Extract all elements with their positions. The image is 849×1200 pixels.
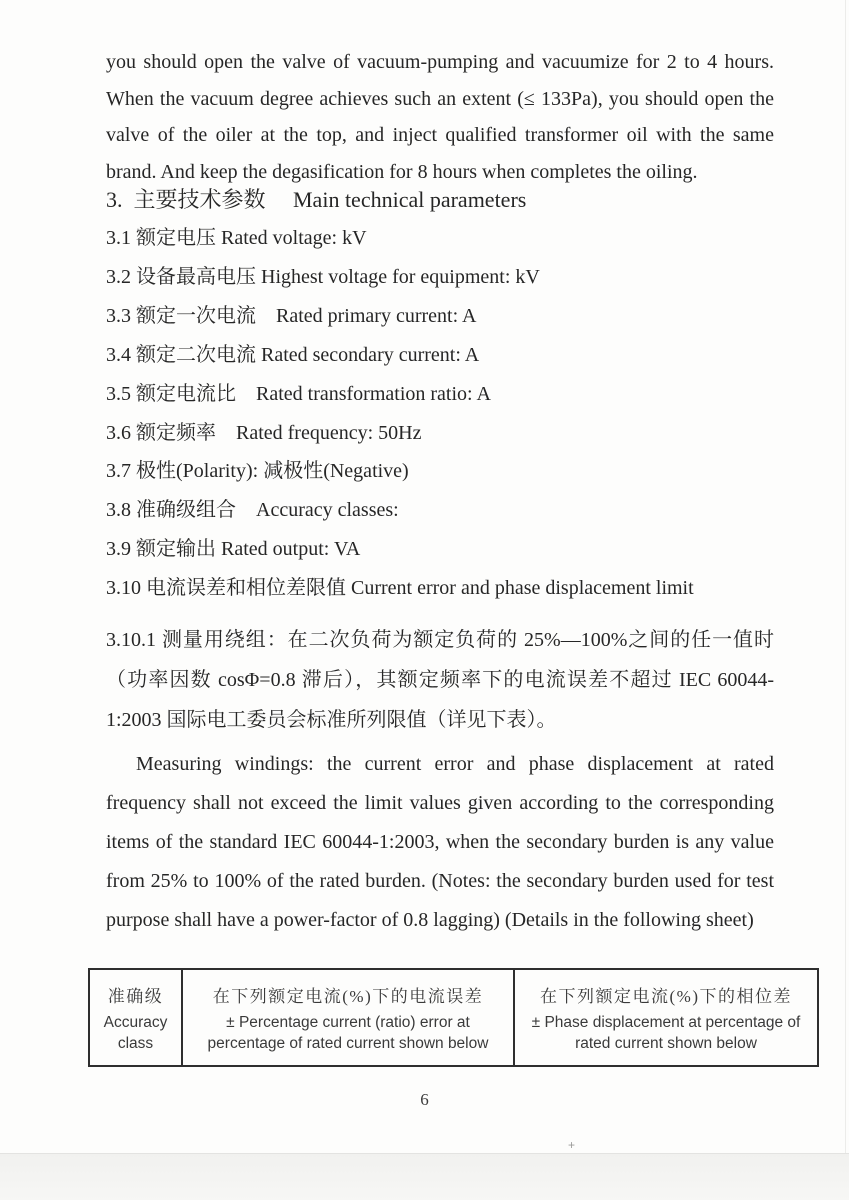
page-number: 6 [420,1090,429,1109]
header-phase-displacement [514,969,818,1066]
parameter-item-3-2: 3.2 设备最高电压 Highest voltage for equipment: kV [106,265,540,288]
section-heading: 3. 主要技术参数 Main technical parameters [106,187,527,212]
header-current-error-zh: 在下列额定电流(%)下的电流误差 [212,986,484,1006]
registration-mark: + [568,1138,576,1152]
header-current-error [182,969,514,1066]
scan-bottom-shadow [0,1153,849,1200]
parameter-item-3-9: 3.9 额定输出 Rated output: VA [106,538,361,561]
accuracy-limits-table [88,968,819,1067]
parameter-item-3-4: 3.4 额定二次电流 Rated secondary current: A [106,343,480,366]
intro-paragraph: you should open the valve of vacuum-pumping and vacuumize for 2 to 4 hours. When the vacuum degree achieves such an extent (≤ 133Pa), you should open the valve of the oiler at the top, and inject qualified transformer oil with the same brand. And keep the degasification for 8 hours when completes the oiling. [106,51,774,183]
scan-edge-line [845,0,846,1200]
header-current-error-en: ± Percentage current (ratio) error at percentage of rated current shown below [207,1013,489,1052]
measuring-windings-paragraph: Measuring windings: the current error and phase displacement at rated frequency shall not exceed the limit values given according to the corresponding items of the standard IEC 60044-1:2003, when the secondary burden is any value from 25% to 100% of the rated burden. (Notes: the secondary burden used for test purpose shall have a power-factor of 0.8 lagging) (Details in the following sheet) [106,753,774,931]
parameter-item-3-10: 3.10 电流误差和相位差限值 Current error and phase displacement limit [106,577,694,600]
parameter-list [106,219,796,608]
parameter-item-3-7: 3.7 极性(Polarity): 减极性(Negative) [106,460,409,483]
parameter-item-3-3: 3.3 额定一次电流 Rated primary current: A [106,304,477,327]
header-accuracy-class-en: Accuracy class [103,1013,168,1052]
table-header-row [89,969,818,1066]
parameter-item-3-5: 3.5 额定电流比 Rated transformation ratio: A [106,382,491,405]
header-accuracy-class-zh: 准确级 [107,986,164,1006]
header-phase-displacement-en: ± Phase displacement at percentage of rated current shown below [531,1013,801,1052]
parameter-item-3-8: 3.8 准确级组合 Accuracy classes: [106,499,399,522]
header-phase-displacement-zh: 在下列额定电流(%)下的相位差 [540,986,792,1006]
parameter-item-3-1: 3.1 额定电压 Rated voltage: kV [106,227,367,249]
clause-3-10-1-paragraph: 3.10.1 测量用绕组：在二次负荷为额定负荷的 25%—100%之间的任一值时（功率因数 cosΦ=0.8 滞后），其额定频率下的电流误差不超过 IEC 60044-1:2003 国际电工委员会标准所列限值（详见下表）。 [106,629,774,731]
header-accuracy-class [89,969,182,1066]
parameter-item-3-6: 3.6 额定频率 Rated frequency: 50Hz [106,421,422,444]
